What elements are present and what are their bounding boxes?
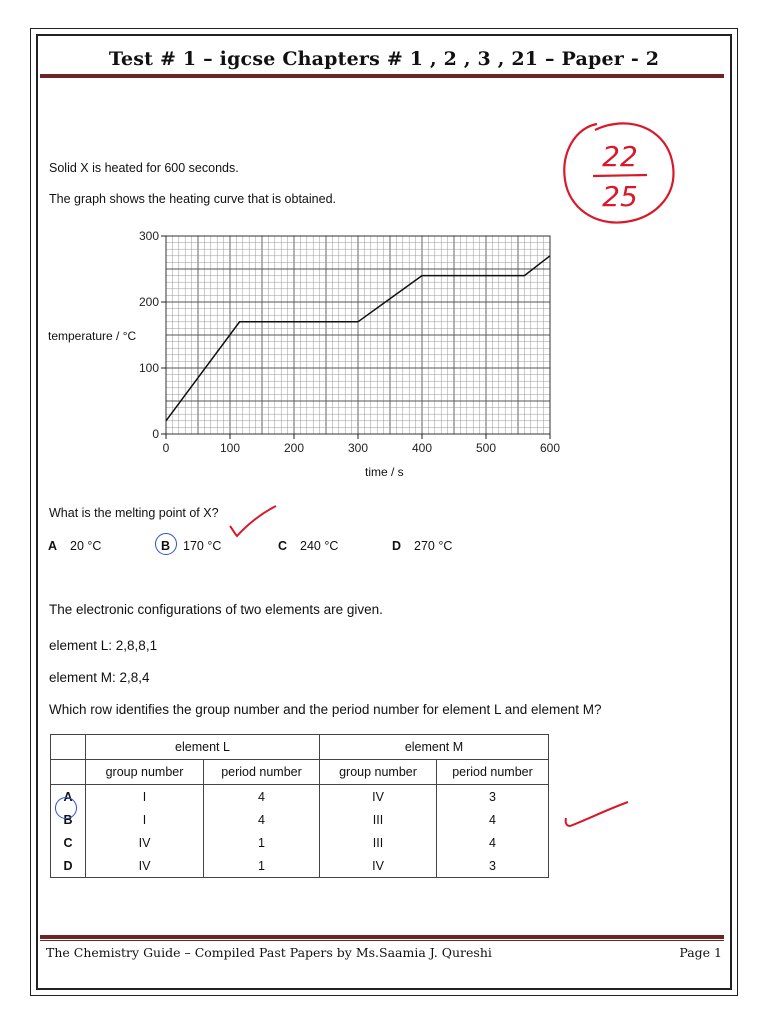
table-row[interactable] — [51, 854, 549, 878]
x-tick-label: 0 — [162, 441, 170, 455]
table-cell: I — [86, 808, 204, 831]
table-cell: 4 — [204, 785, 320, 809]
table-cell: IV — [320, 785, 437, 809]
q1-line2: The graph shows the heating curve that is obtained. — [49, 192, 336, 206]
y-tick-label: 200 — [138, 295, 159, 309]
q1-option-c[interactable] — [278, 539, 338, 553]
row-letter: B — [51, 808, 86, 831]
score-denominator: 25 — [602, 180, 638, 213]
table-cell: IV — [86, 831, 204, 854]
checkmark-icon — [228, 502, 278, 538]
q2-element-m: element M: 2,8,4 — [49, 670, 150, 685]
configuration-table — [50, 734, 549, 878]
x-tick-label: 100 — [219, 441, 241, 455]
table-cell: I — [86, 785, 204, 809]
option-letter: B — [161, 539, 171, 553]
table-cell: IV — [320, 854, 437, 878]
chart-y-label: temperature / °C — [48, 329, 137, 343]
table-group-header: element L — [86, 735, 320, 760]
q1-line1: Solid X is heated for 600 seconds. — [49, 161, 239, 175]
y-tick-label: 0 — [152, 427, 159, 441]
q2-element-l: element L: 2,8,8,1 — [49, 638, 158, 653]
header-rule — [40, 74, 724, 78]
selected-answer-circle — [55, 797, 77, 819]
option-letter: A — [48, 539, 58, 553]
table-cell: III — [320, 808, 437, 831]
table-subheader-row — [51, 760, 549, 785]
score-numerator: 22 — [602, 140, 638, 173]
table-cell: III — [320, 831, 437, 854]
q2-intro: The electronic configurations of two elements are given. — [49, 602, 383, 617]
table-cell: IV — [86, 854, 204, 878]
row-letter: A — [51, 785, 86, 809]
table-column-header: group number — [320, 760, 437, 785]
table-row[interactable] — [51, 785, 549, 809]
table-cell: 1 — [204, 831, 320, 854]
y-tick-label: 300 — [138, 229, 159, 243]
option-text: 240 °C — [300, 539, 339, 553]
table-column-header: group number — [86, 760, 204, 785]
q2-prompt: Which row identifies the group number and the period number for element L and element M? — [49, 702, 602, 717]
table-header-row — [51, 735, 549, 760]
option-letter: D — [392, 539, 402, 553]
table-corner-cell — [51, 735, 86, 760]
table-column-header: period number — [204, 760, 320, 785]
x-tick-label: 300 — [347, 441, 369, 455]
table-group-header: element M — [320, 735, 549, 760]
row-letter: D — [51, 854, 86, 878]
table-cell: 4 — [204, 808, 320, 831]
option-text: 270 °C — [414, 539, 453, 553]
x-tick-label: 600 — [539, 441, 561, 455]
q1-option-a[interactable] — [48, 539, 101, 553]
chart-x-label: time / s — [365, 465, 404, 479]
checkmark-icon — [562, 798, 632, 832]
table-cell: 4 — [437, 831, 549, 854]
table-cell: 3 — [437, 854, 549, 878]
table-cell: 1 — [204, 854, 320, 878]
heating-curve-chart — [40, 220, 580, 490]
table-column-header: period number — [437, 760, 549, 785]
table-cell: 4 — [437, 808, 549, 831]
table-row[interactable] — [51, 808, 549, 831]
footer-credit: The Chemistry Guide – Compiled Past Papers by Ms.Saamia J. Qureshi — [46, 945, 492, 960]
option-text: 170 °C — [183, 539, 222, 553]
q1-option-d[interactable] — [392, 539, 452, 553]
y-tick-label: 100 — [138, 361, 159, 375]
x-tick-label: 500 — [475, 441, 497, 455]
x-tick-label: 200 — [283, 441, 305, 455]
footer-rule-thin — [40, 940, 724, 941]
page-number: Page 1 — [679, 945, 722, 960]
table-cell: 3 — [437, 785, 549, 809]
q1-prompt: What is the melting point of X? — [49, 506, 219, 520]
q1-option-b[interactable] — [161, 539, 221, 553]
table-corner-cell — [51, 760, 86, 785]
option-letter: C — [278, 539, 288, 553]
row-letter: C — [51, 831, 86, 854]
option-text: 20 °C — [70, 539, 102, 553]
score-annotation — [555, 118, 685, 228]
x-tick-label: 400 — [411, 441, 433, 455]
page-title: Test # 1 – igcse Chapters # 1 , 2 , 3 , 21 – Paper - 2 — [108, 48, 660, 70]
footer-rule — [40, 935, 724, 939]
table-row[interactable] — [51, 831, 549, 854]
